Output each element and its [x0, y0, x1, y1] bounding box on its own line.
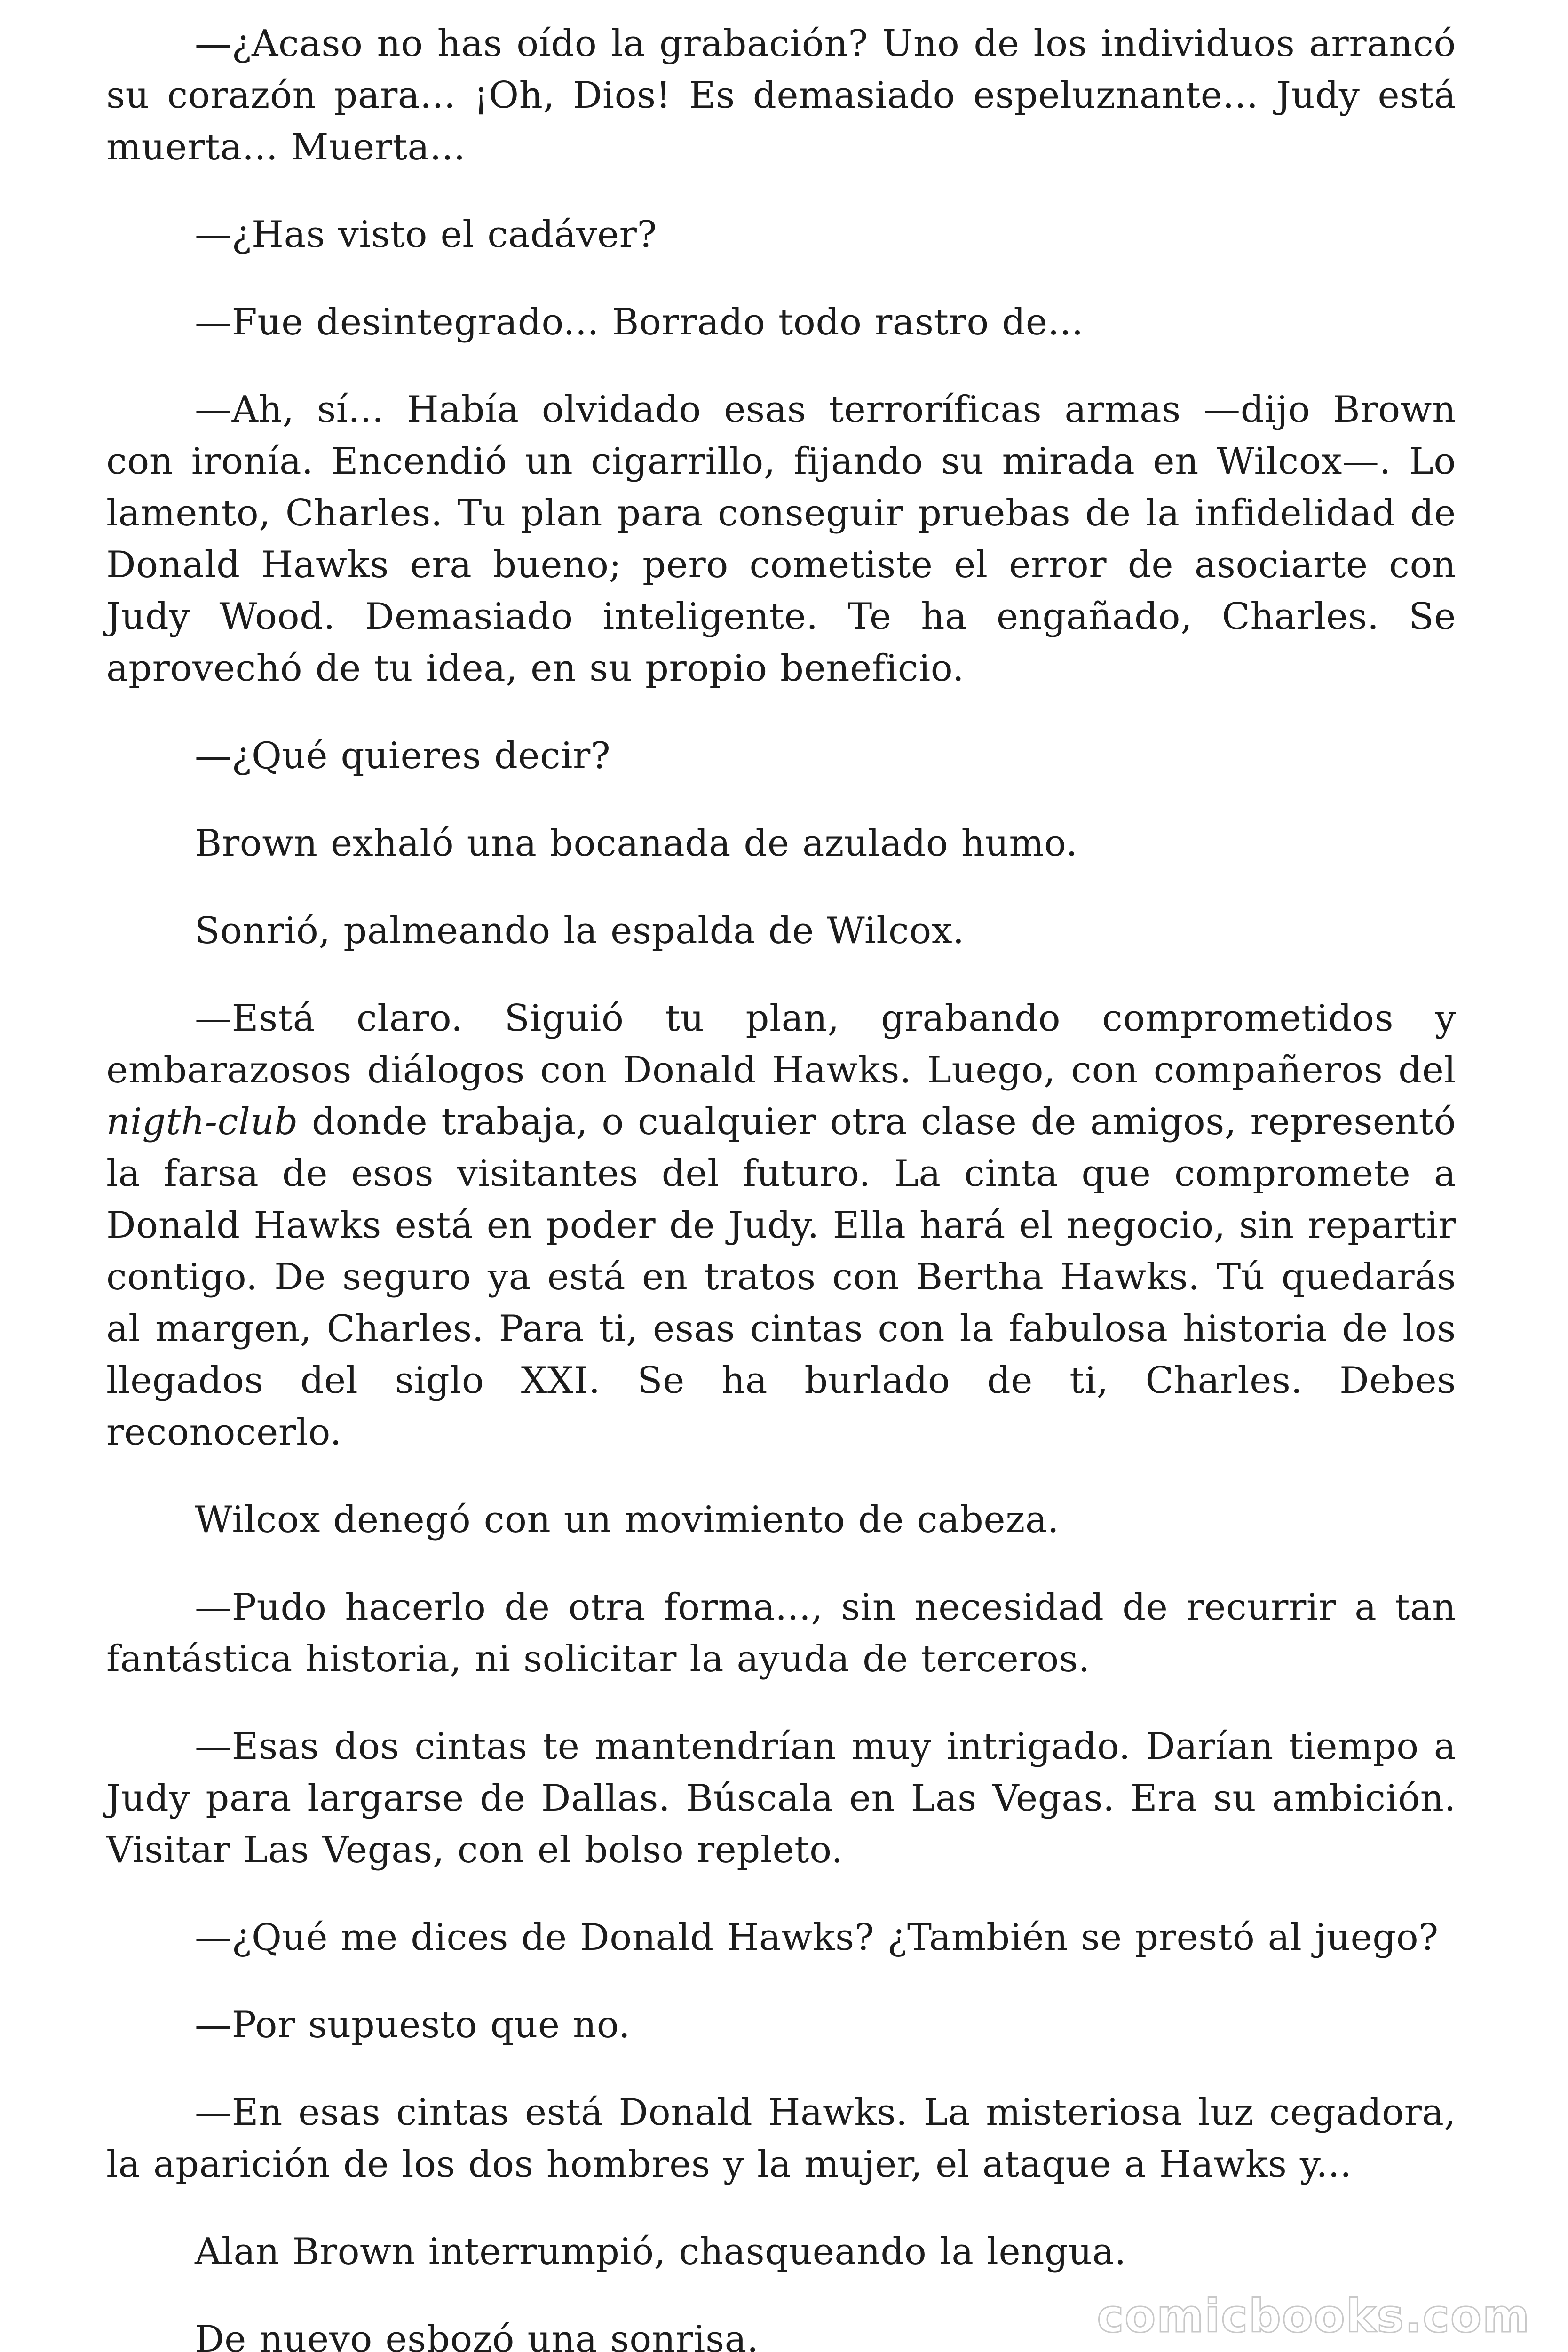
- paragraph-8: [106, 993, 1456, 1458]
- paragraph-16: De nuevo esbozó una sonrisa.: [195, 2318, 759, 2352]
- paragraph-8-text-before: —Está claro. Siguió tu plan, grabando comprometidos y embarazosos diálogos con Donald Hawks. Luego, con compañeros del: [106, 997, 1456, 1091]
- paragraph-8-text-after: donde trabaja, o cualquier otra clase de amigos, representó la farsa de esos visitantes del futuro. La cinta que compromete a Donald Hawks está en poder de Judy. Ella hará el negocio, sin repartir contigo. De seguro ya está en tratos con Bertha Hawks. Tú quedarás al margen, Charles. Para ti, esas cintas con la fabulosa historia de los llegados del siglo XXI. Se ha burlado de ti, Charles. Debes reconocerlo.: [106, 1101, 1456, 1454]
- paragraph-6: Brown exhaló una bocanada de azulado humo.: [195, 822, 1078, 865]
- paragraph-4: —Ah, sí... Había olvidado esas terroríficas armas —dijo Brown con ironía. Encendió un cigarrillo, fijando su mirada en Wilcox—. Lo lamento, Charles. Tu plan para conseguir pruebas de la infidelidad de Donald Hawks era bueno; pero cometiste el error de asociarte con Judy Wood. Demasiado inteligente. Te ha engañado, Charles. Se aprovechó de tu idea, en su propio beneficio.: [106, 389, 1456, 690]
- paragraph-15: Alan Brown interrumpió, chasqueando la lengua.: [195, 2231, 1126, 2273]
- paragraph-11: —Esas dos cintas te mantendrían muy intrigado. Darían tiempo a Judy para largarse de Dallas. Búscala en Las Vegas. Era su ambición. Visitar Las Vegas, con el bolso repleto.: [106, 1725, 1456, 1871]
- page-body: [106, 18, 1456, 2352]
- paragraph-5: —¿Qué quieres decir?: [195, 735, 611, 777]
- paragraph-13: —Por supuesto que no.: [195, 2004, 631, 2046]
- paragraph-3: —Fue desintegrado... Borrado todo rastro de...: [195, 301, 1084, 343]
- paragraph-9: Wilcox denegó con un movimiento de cabeza.: [195, 1499, 1060, 1541]
- paragraph-12: —¿Qué me dices de Donald Hawks? ¿También se prestó al juego?: [195, 1916, 1439, 1959]
- watermark: comicbooks.com: [1097, 2290, 1530, 2343]
- paragraph-2: —¿Has visto el cadáver?: [195, 214, 657, 256]
- paragraph-8-italic-term: nigth-club: [106, 1101, 298, 1143]
- paragraph-1: —¿Acaso no has oído la grabación? Uno de los individuos arrancó su corazón para... ¡Oh, Dios! Es demasiado espeluznante... Judy está muerta... Muerta...: [106, 23, 1456, 168]
- paragraph-7: Sonrió, palmeando la espalda de Wilcox.: [195, 910, 965, 952]
- paragraph-14: —En esas cintas está Donald Hawks. La misteriosa luz cegadora, la aparición de los dos hombres y la mujer, el ataque a Hawks y...: [106, 2091, 1456, 2185]
- paragraph-10: —Pudo hacerlo de otra forma..., sin necesidad de recurrir a tan fantástica historia, ni solicitar la ayuda de terceros.: [106, 1586, 1456, 1680]
